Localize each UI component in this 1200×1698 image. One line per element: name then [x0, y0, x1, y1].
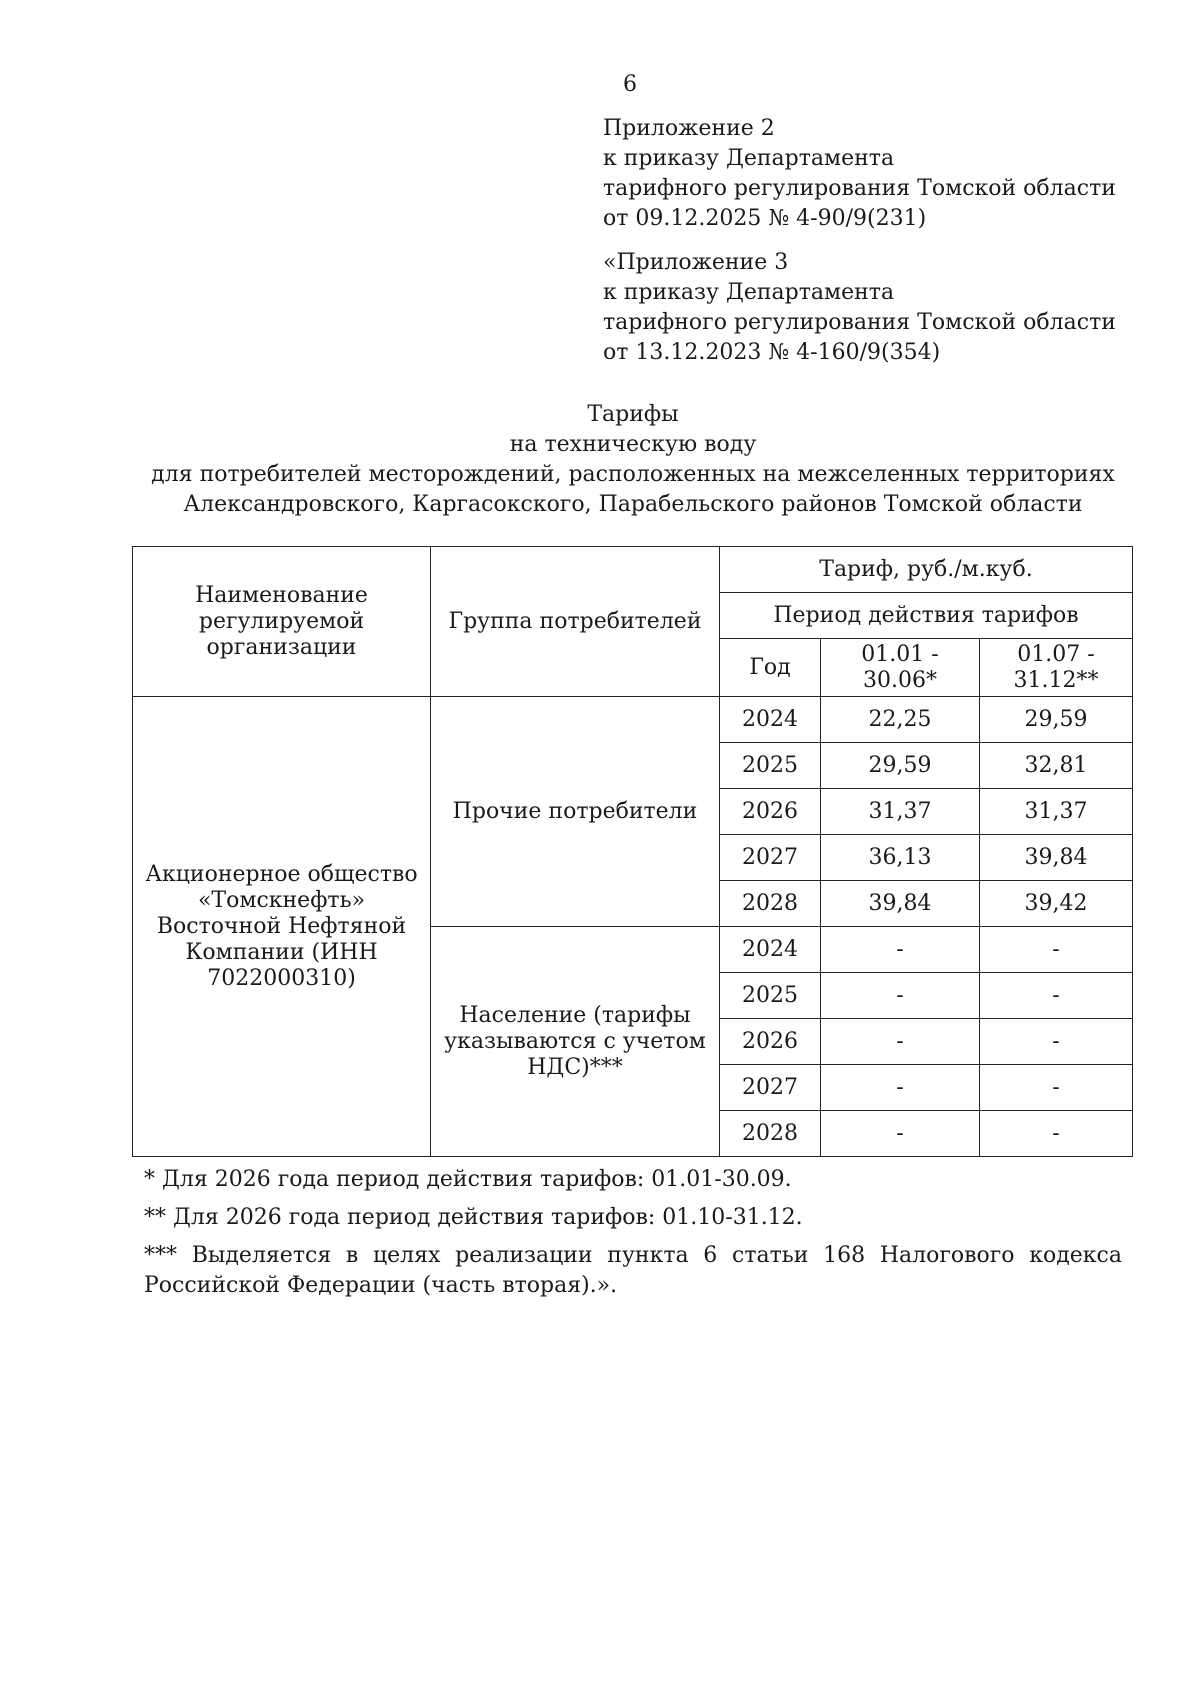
document-title: [0, 400, 1200, 520]
year-cell: 2028: [720, 1111, 821, 1157]
annex-line: от 09.12.2025 № 4-90/9(231): [603, 206, 927, 231]
consumer-group-other: Прочие потребители: [431, 697, 720, 927]
tariff-h2-cell: 39,42: [980, 881, 1133, 927]
page-number: 6: [623, 72, 637, 97]
tariff-h1-cell: 39,84: [821, 881, 980, 927]
year-cell: 2026: [720, 1019, 821, 1065]
annex-line: от 13.12.2023 № 4-160/9(354): [603, 340, 941, 365]
footnote: * Для 2026 года период действия тарифов: 01.01-30.09.: [144, 1167, 792, 1192]
annex-line: Приложение 2: [603, 116, 775, 141]
header-period: Период действия тарифов: [720, 593, 1133, 639]
title-line: на техническую воду: [509, 432, 757, 457]
tariff-h2-cell: -: [980, 1065, 1133, 1111]
year-cell: 2025: [720, 743, 821, 789]
footnote: ** Для 2026 года период действия тарифов: 01.10-31.12.: [144, 1205, 803, 1230]
annex-line: к приказу Департамента: [603, 146, 895, 171]
year-cell: 2028: [720, 881, 821, 927]
tariff-h1-cell: 29,59: [821, 743, 980, 789]
tariff-h1-cell: -: [821, 973, 980, 1019]
annex-line: к приказу Департамента: [603, 280, 895, 305]
tariff-h2-cell: -: [980, 1111, 1133, 1157]
tariff-h1-cell: 36,13: [821, 835, 980, 881]
tariff-h2-cell: 39,84: [980, 835, 1133, 881]
tariff-h1-cell: 22,25: [821, 697, 980, 743]
footnotes: [144, 1165, 1122, 1309]
tariff-h2-cell: 29,59: [980, 697, 1133, 743]
consumer-group-population: Население (тарифы указываются с учетом НДС)***: [431, 927, 720, 1157]
tariff-table: [132, 546, 1133, 1157]
tariff-h1-cell: -: [821, 1019, 980, 1065]
table-row: [133, 697, 1133, 743]
header-half-1: 01.01 - 30.06*: [821, 639, 980, 697]
tariff-h1-cell: -: [821, 927, 980, 973]
organization-cell: Акционерное общество «Томскнефть» Восточной Нефтяной Компании (ИНН 7022000310): [133, 697, 431, 1157]
tariff-h1-cell: 31,37: [821, 789, 980, 835]
tariff-h1-cell: -: [821, 1065, 980, 1111]
header-tariff: Тариф, руб./м.куб.: [720, 547, 1133, 593]
tariff-h2-cell: 31,37: [980, 789, 1133, 835]
annex-header-amended: [603, 248, 1116, 368]
header-year: Год: [720, 639, 821, 697]
year-cell: 2027: [720, 835, 821, 881]
annex-line: тарифного регулирования Томской области: [603, 176, 1116, 201]
tariff-h2-cell: -: [980, 973, 1133, 1019]
title-line: Тарифы: [587, 402, 679, 427]
footnote: *** Выделяется в целях реализации пункта 6 статьи 168 Налогового кодекса Российской Федерации (часть вторая).».: [144, 1243, 1122, 1298]
year-cell: 2027: [720, 1065, 821, 1111]
tariff-h2-cell: 32,81: [980, 743, 1133, 789]
annex-line: тарифного регулирования Томской области: [603, 310, 1116, 335]
year-cell: 2025: [720, 973, 821, 1019]
header-consumer-group: Группа потребителей: [431, 547, 720, 697]
header-half-2: 01.07 - 31.12**: [980, 639, 1133, 697]
year-cell: 2024: [720, 927, 821, 973]
tariff-h1-cell: -: [821, 1111, 980, 1157]
title-line: для потребителей месторождений, расположенных на межселенных территориях: [151, 462, 1115, 487]
header-org-name: Наименование регулируемой организации: [133, 547, 431, 697]
year-cell: 2026: [720, 789, 821, 835]
tariff-h2-cell: -: [980, 927, 1133, 973]
tariff-h2-cell: -: [980, 1019, 1133, 1065]
annex-header-current: [603, 114, 1116, 234]
title-line: Александровского, Каргасокского, Парабельского районов Томской области: [183, 492, 1083, 517]
year-cell: 2024: [720, 697, 821, 743]
annex-line: «Приложение 3: [603, 250, 789, 275]
